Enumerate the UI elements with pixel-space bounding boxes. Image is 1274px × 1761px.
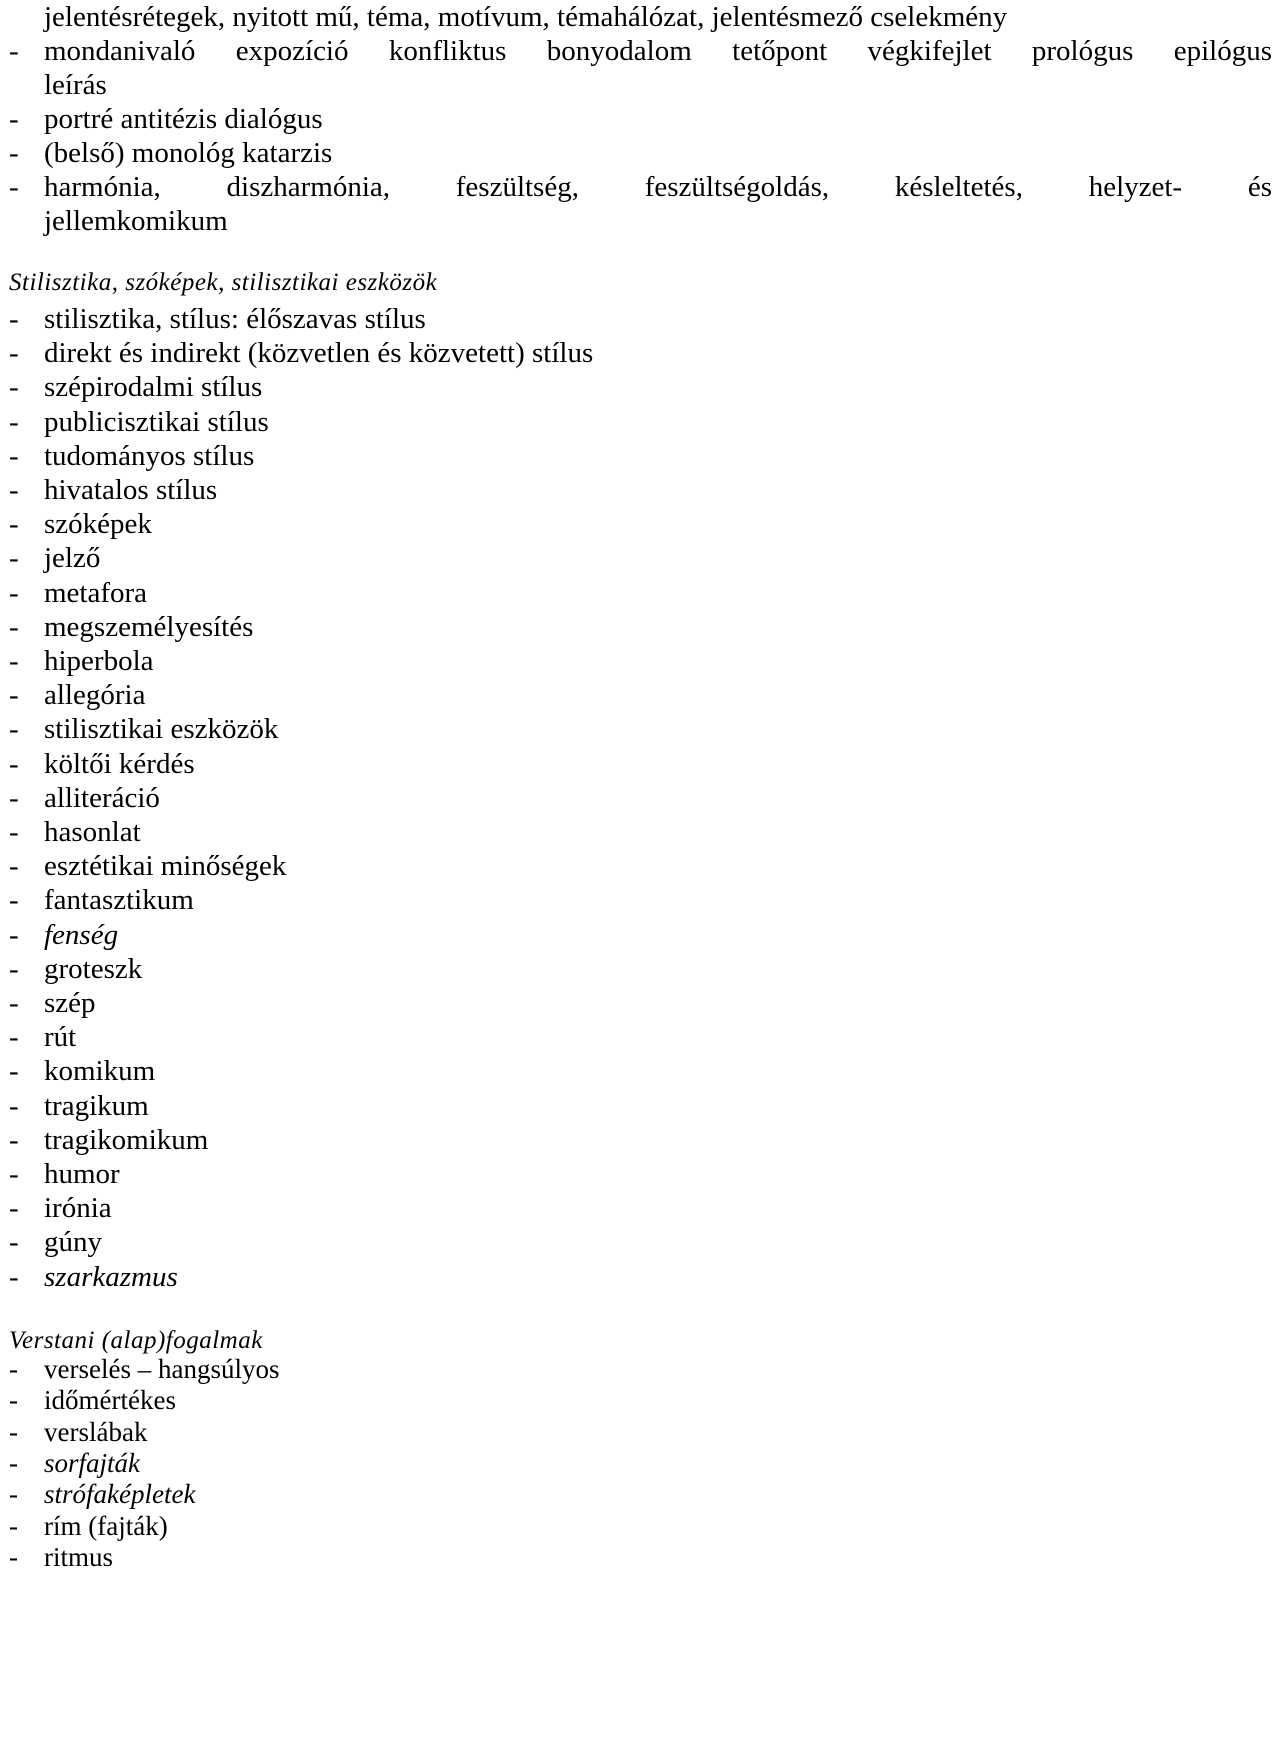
list-item-text: sorfajták xyxy=(44,1447,141,1478)
list-item-text: esztétikai minőségek xyxy=(44,850,287,883)
list-item-text: direkt és indirekt (közvetlen és közvetett) stílus xyxy=(44,337,594,370)
list-dash: - xyxy=(9,781,19,814)
list-dash: - xyxy=(9,952,19,985)
list-item-text: szóképek xyxy=(44,508,152,541)
list-dash: - xyxy=(9,645,19,677)
list-item-text: rút xyxy=(44,1021,77,1054)
list-dash: - xyxy=(9,405,19,438)
list-dash: - xyxy=(9,35,19,67)
list-item-text: fenség xyxy=(44,918,119,951)
list-item-text: metafora xyxy=(44,576,148,609)
list-item-text: allegória xyxy=(44,679,146,712)
list-item-text: tudományos stílus xyxy=(44,439,255,472)
list-item-text: verslábak xyxy=(44,1416,148,1447)
list-dash: - xyxy=(9,918,19,951)
list-dash: - xyxy=(9,542,19,575)
list-item-continuation: jellemkomikum xyxy=(44,205,228,237)
list-dash: - xyxy=(9,713,19,746)
list-dash: - xyxy=(9,1055,19,1088)
list-item-text: szépirodalmi stílus xyxy=(44,371,263,404)
list-dash: - xyxy=(9,1192,19,1225)
list-item-text: strófaképletek xyxy=(44,1479,196,1510)
list-item-text: portré antitézis dialógus xyxy=(44,103,323,135)
list-item-text: humor xyxy=(44,1158,120,1190)
list-item-text: megszemélyesítés xyxy=(44,610,254,643)
list-dash: - xyxy=(9,1021,19,1054)
list-dash: - xyxy=(9,508,19,541)
list-dash: - xyxy=(9,747,19,780)
list-item-text: verselés – hangsúlyos xyxy=(44,1354,280,1384)
list-item-text: alliteráció xyxy=(44,781,160,814)
list-dash: - xyxy=(9,171,19,203)
list-item-text: időmértékes xyxy=(44,1385,176,1416)
list-item-text: hivatalos stílus xyxy=(44,474,218,506)
list-item-text: groteszk xyxy=(44,952,143,985)
list-item-text: rím (fajták) xyxy=(44,1510,168,1541)
list-item-text: stilisztika, stílus: élőszavas stílus xyxy=(44,303,426,335)
list-item-text: mondanivaló expozíció konfliktus bonyodalom tetőpont végkifejlet prológus epilógus xyxy=(44,35,1272,67)
list-dash: - xyxy=(9,1479,18,1510)
list-item-text: stilisztikai eszközök xyxy=(44,713,279,746)
list-dash: - xyxy=(9,1123,19,1156)
list-item-text: fantasztikum xyxy=(44,884,194,917)
list-dash: - xyxy=(9,1260,19,1293)
list-dash: - xyxy=(9,816,19,848)
list-dash: - xyxy=(9,137,19,169)
list-dash: - xyxy=(9,1447,18,1478)
list-item-text: tragikomikum xyxy=(44,1123,209,1156)
list-item-text: hasonlat xyxy=(44,816,141,848)
section-heading-verstani: Verstani (alap)fogalmak xyxy=(9,1327,263,1354)
list-item-text: gúny xyxy=(44,1226,102,1259)
list-item-text: jelző xyxy=(44,542,101,575)
list-dash: - xyxy=(9,576,19,609)
list-item-text: irónia xyxy=(44,1192,112,1225)
list-item-continuation: leírás xyxy=(44,69,107,101)
list-dash: - xyxy=(9,1541,18,1572)
list-item-text: (belső) monológ katarzis xyxy=(44,137,333,169)
list-dash: - xyxy=(9,337,19,370)
list-dash: - xyxy=(9,850,19,883)
text-line: jelentésrétegek, nyitott mű, téma, motívum, témahálózat, jelentésmező cselekmény xyxy=(44,1,1008,33)
list-item-text: szarkazmus xyxy=(44,1260,178,1293)
list-dash: - xyxy=(9,371,19,404)
list-item-text: publicisztikai stílus xyxy=(44,405,269,438)
list-dash: - xyxy=(9,1416,18,1447)
list-item-text: harmónia, diszharmónia, feszültség, feszültségoldás, késleltetés, helyzet- és xyxy=(44,171,1272,203)
list-dash: - xyxy=(9,884,19,917)
list-item-text: hiperbola xyxy=(44,645,154,677)
list-dash: - xyxy=(9,1158,19,1190)
list-dash: - xyxy=(9,1226,19,1259)
list-dash: - xyxy=(9,303,19,335)
list-dash: - xyxy=(9,1354,18,1384)
list-dash: - xyxy=(9,679,19,712)
section-heading-stilisztika: Stilisztika, szóképek, stilisztikai eszközök xyxy=(9,269,438,296)
list-item-text: ritmus xyxy=(44,1541,114,1572)
list-dash: - xyxy=(9,1510,18,1541)
list-dash: - xyxy=(9,987,19,1019)
list-item-text: szép xyxy=(44,987,96,1019)
list-dash: - xyxy=(9,474,19,506)
list-dash: - xyxy=(9,1385,18,1416)
list-dash: - xyxy=(9,103,19,135)
list-dash: - xyxy=(9,439,19,472)
list-item-text: tragikum xyxy=(44,1089,149,1122)
list-item-text: komikum xyxy=(44,1055,156,1088)
list-item-text: költői kérdés xyxy=(44,747,195,780)
list-dash: - xyxy=(9,1089,19,1122)
list-dash: - xyxy=(9,610,19,643)
